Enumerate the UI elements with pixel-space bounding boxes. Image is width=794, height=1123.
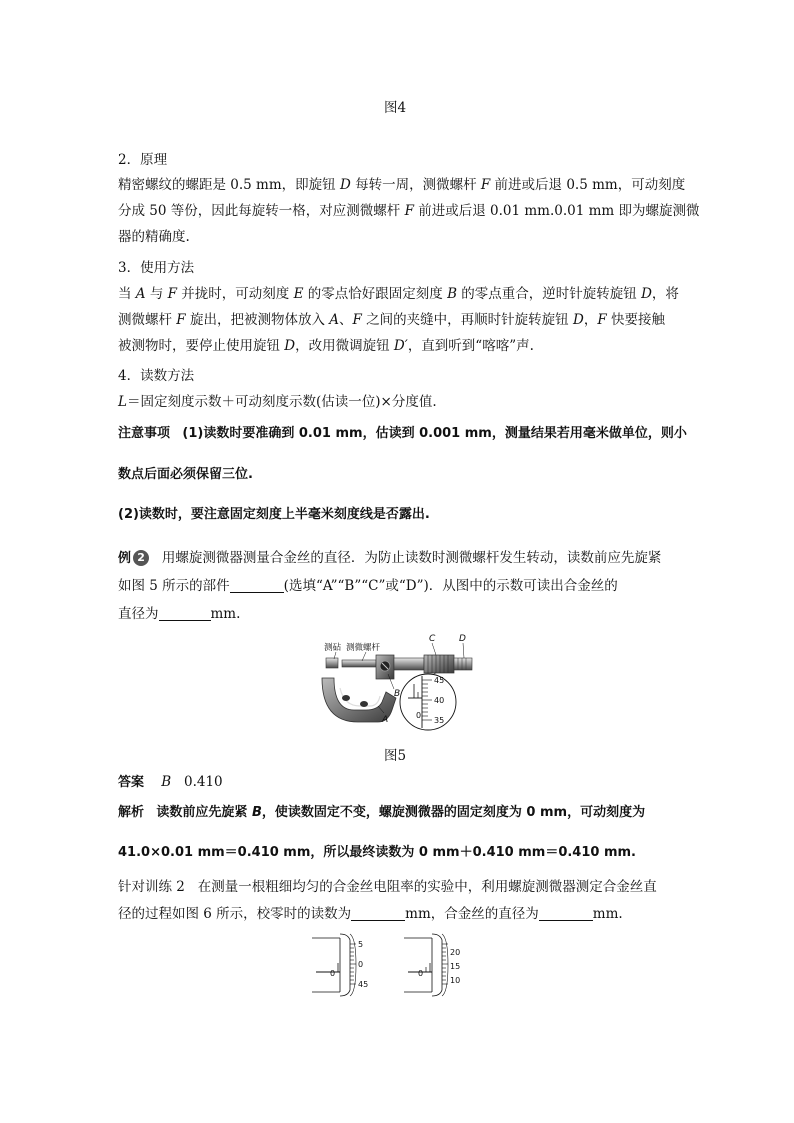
fig5-caption: 图5 [383,748,407,764]
scale-35: 35 [434,716,445,725]
answer-blank [539,906,593,921]
example-line-2: 如图 5 所示的部件 (选填“A”“B”“C”或“D”)．从图中的示数可读出合金丝的 [118,578,618,594]
right-zero: 0 [418,969,424,978]
label-spindle: 测微螺杆 [346,643,381,653]
answer-line: 答案 B 0.410 [118,774,223,790]
label-B: B [394,689,401,699]
sec3-heading: 3．使用方法 [118,260,195,276]
left-scale-45: 45 [358,980,369,989]
label-A: A [382,715,389,725]
right-scale-10: 10 [450,976,461,985]
training-line-1: 针对训练 2 在测量一根粗细均匀的合金丝电阻率的实验中，利用螺旋测微器测定合金丝直 [118,879,657,895]
right-scale-20: 20 [450,948,461,957]
left-scale-0: 0 [358,960,364,969]
sec3-line-1: 当 A 与 F 并拢时，可动刻度 E 的零点恰好跟固定刻度 B 的零点重合，逆时针旋转旋钮 D，将 [118,286,679,302]
micrometer-figure [318,630,478,736]
scale-45: 45 [434,676,445,685]
sec2-line-2: 分成 50 等份，因此每旋转一格，对应测微螺杆 F 前进或后退 0.01 mm.0.01 mm 即为螺旋测微 [118,203,700,219]
note-line-1: 注意事项 (1)读数时要准确到 0.01 mm，估读到 0.001 mm，测量结果若用毫米做单位，则小 [118,426,687,441]
sec2-heading: 2．原理 [118,152,168,168]
left-scale-5: 5 [358,940,364,949]
training-label: 针对训练 2 [118,879,185,895]
sec2-line-1: 精密螺纹的螺距是 0.5 mm，即旋钮 D 每转一周，测微螺杆 F 前进或后退 0.5 mm，可动刻度 [118,177,686,193]
answer-blank [159,606,211,621]
sec4-heading: 4．读数方法 [118,368,195,384]
example-line-3: 直径为 mm. [118,606,241,622]
left-zero: 0 [330,969,336,978]
label-D: D [459,634,466,644]
label-C: C [429,634,436,644]
reading-formula: L＝固定刻度示数＋可动刻度示数(估读一位)×分度值. [118,394,437,410]
note-line-3: (2)读数时，要注意固定刻度上半毫米刻度线是否露出. [118,507,430,522]
example-number-badge: 2 [133,550,149,566]
analysis-line-2: 41.0×0.01 mm＝0.410 mm，所以最终读数为 0 mm＋0.410 mm＝0.410 mm. [118,845,637,860]
right-scale-15: 15 [450,962,461,971]
training-line-2: 径的过程如图 6 所示，校零时的读数为 mm，合金丝的直径为 mm. [118,906,623,922]
fig6-right-reading [404,932,484,1000]
analysis-line-1: 解析 读数前应先旋紧 B，使读数固定不变，螺旋测微器的固定刻度为 0 mm，可动刻度为 [118,805,646,820]
sec3-line-2: 测微螺杆 F 旋出，把被测物体放入 A、F 之间的夹缝中，再顺时针旋转旋钮 D，F 快要接触 [118,312,665,328]
answer-label: 答案 [118,775,145,790]
label-anvil: 测砧 [324,643,342,653]
analysis-label: 解析 [118,805,145,820]
example-line-1: 例 2 用螺旋测微器测量合金丝的直径．为防止读数时测微螺杆发生转动，读数前应先旋紧 [118,550,662,566]
sec2-line-3: 器的精确度. [118,229,190,245]
scale-40: 40 [434,696,445,705]
sec3-line-3: 被测物时，要停止使用旋钮 D，改用微调旋钮 D′，直到听到“喀喀”声. [118,338,534,354]
answer-blank [230,578,284,593]
example-label: 例 [118,551,132,566]
fig6-left-reading [312,932,392,1000]
answer-blank [351,906,405,921]
scale-zero: 0 [416,711,422,720]
fig4-caption: 图4 [383,100,407,116]
note-line-2: 数点后面必须保留三位. [118,467,253,482]
note-label: 注意事项 [118,426,171,441]
